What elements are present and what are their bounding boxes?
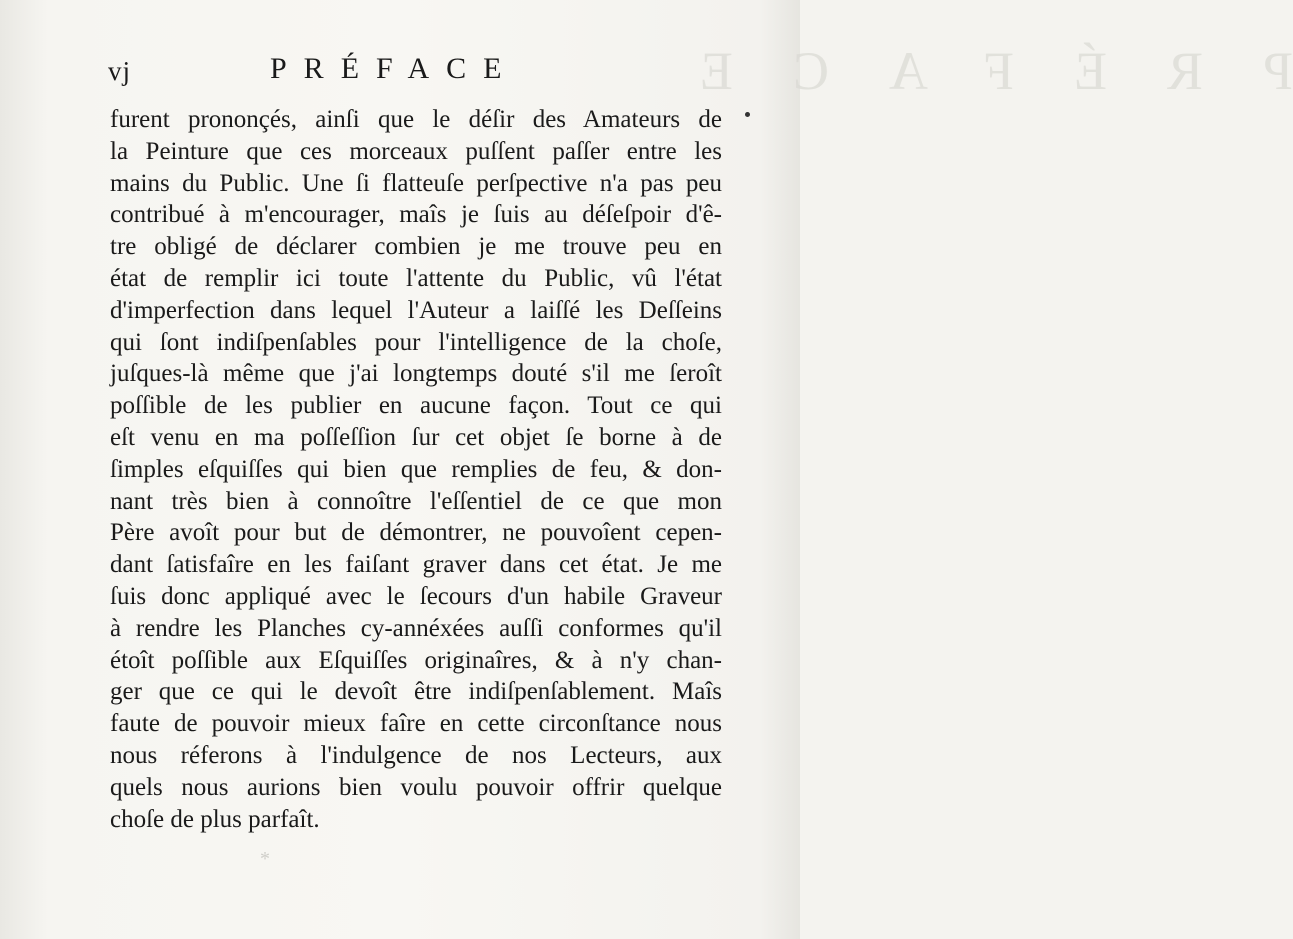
- page-header: [100, 52, 720, 92]
- bleed-through-mark: *: [260, 848, 270, 870]
- ink-speck: [745, 112, 750, 117]
- text-line: juſques-là même que j'ai longtemps douté s'il me ſeroît: [110, 360, 722, 388]
- text-line: dant ſatisfaîre en les faiſant graver dans cet état. Je me: [110, 551, 722, 579]
- text-line: ſimples eſquiſſes qui bien que remplies de feu, & don-: [110, 455, 722, 483]
- text-line: Père avoît pour but de démontrer, ne pouvoîent cepen-: [110, 519, 722, 547]
- text-line: eſt venu en ma poſſeſſion ſur cet objet ſe borne à de: [110, 423, 722, 451]
- text-line: à rendre les Planches cy-annéxées auſſi conformes qu'il: [110, 614, 722, 642]
- text-line: nant très bien à connoître l'eſſentiel de ce que mon: [110, 487, 722, 515]
- text-line: état de remplir ici toute l'attente du Public, vû l'état: [110, 264, 722, 292]
- running-title: PRÉFACE: [270, 52, 519, 85]
- mirrored-heading: PRÉFACE: [640, 41, 1293, 101]
- text-line: qui ſont indiſpenſables pour l'intelligence de la choſe,: [110, 328, 722, 356]
- text-line: choſe de plus parfaît.: [110, 805, 320, 833]
- body-text: [110, 104, 722, 835]
- text-line: faute de pouvoir mieux faîre en cette circonſtance nous: [110, 710, 722, 738]
- text-line: ger que ce qui le devoît être indiſpenſablement. Maîs: [110, 678, 722, 706]
- text-line: contribué à m'encourager, maîs je ſuis au déſeſpoir d'ê-: [110, 201, 722, 229]
- text-line: d'imperfection dans lequel l'Auteur a laiſſé les Deſſeins: [110, 296, 722, 324]
- page-number: vj: [108, 56, 132, 86]
- text-line: la Peinture que ces morceaux puſſent paſſer entre les: [110, 137, 722, 165]
- text-line: mains du Public. Une ſi flatteuſe perſpective n'a pas peu: [110, 169, 722, 197]
- text-line: tre obligé de déclarer combien je me trouve peu en: [110, 233, 722, 261]
- text-line: ſuis donc appliqué avec le ſecours d'un habile Graveur: [110, 582, 722, 610]
- text-line: étoît poſſible aux Eſquiſſes originaîres, & à n'y chan-: [110, 646, 722, 674]
- text-line: poſſible de les publier en aucune façon. Tout ce qui: [110, 392, 722, 420]
- text-line: quels nous aurions bien voulu pouvoir offrir quelque: [110, 773, 722, 801]
- text-line: nous réferons à l'indulgence de nos Lecteurs, aux: [110, 741, 722, 769]
- text-line: furent prononçés, ainſi que le déſir des Amateurs de: [110, 106, 722, 133]
